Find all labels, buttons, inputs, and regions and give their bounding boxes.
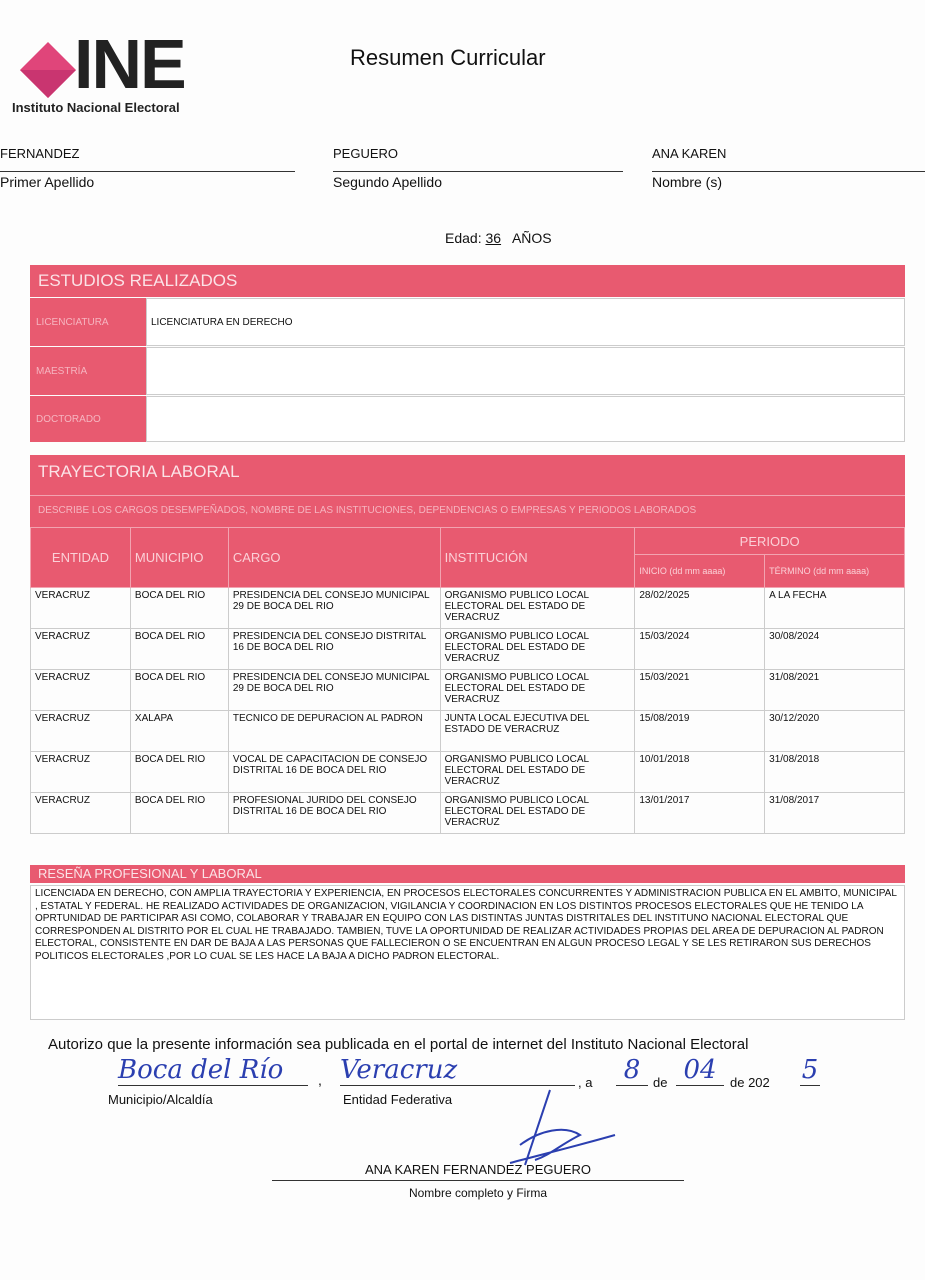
primer-apellido-value: FERNANDEZ <box>0 146 80 161</box>
table-row <box>31 793 905 834</box>
resena-text: LICENCIADA EN DERECHO, CON AMPLIA TRAYECTORIA Y EXPERIENCIA, EN PROCESOS ELECTORALES CONCURRENTES Y ADMINISTRACION PUBLICA EN EL AMBITO, MUNICIPAL , ESTATAL Y FEDERAL. HE REALIZADO ACTIVIDADES DE ORGANIZACION, VIGILANCIA Y COORDINACION EN LOS DISTINTOS PROCESOS ELECTORALES QUE HE TENIDO LA OPRTUNIDAD DE PARTICIPAR ASI COMO, COLABORAR Y TRABAJAR EN EQUIPO CON LAS DISTINTAS JUNTAS DISTRITALES DEL INSTITUNO NACIONAL ELECTORAL QUE CORRESPONDEN AL DISTRITO POR EL CUAL HE TRABAJADO. TAMBIEN, TUVE LA OPORTUNIDAD DE REALIZAR ACTIVIDADES PROPIAS DEL AREA DE DEPURACION AL PADRON ELECTORAL, CONSISTENTE EN DAR DE BAJA A LAS PERSONAS QUE FALLECIERON O SE ENCUENTRAN EN ALGUN PROCESO LEGAL Y SE LES RETIRARON SUS DERECHOS POLITICOS ELECTORALES ,POR LO CUAL SE LES HACE LA BAJA A DICHO PADRON ELECTORAL. <box>30 885 905 1020</box>
cell-municipio: XALAPA <box>130 711 228 752</box>
cell-inicio: 15/08/2019 <box>635 711 765 752</box>
cell-termino: 31/08/2017 <box>765 793 905 834</box>
resena-header: RESEÑA PROFESIONAL Y LABORAL <box>30 865 905 883</box>
cell-inicio: 10/01/2018 <box>635 752 765 793</box>
cell-entidad: VERACRUZ <box>31 670 131 711</box>
autorizo-text: Autorizo que la presente información sea publicada en el portal de internet del Instituto Nacional Electoral <box>48 1036 749 1053</box>
cell-entidad: VERACRUZ <box>31 588 131 629</box>
comma: , <box>318 1072 322 1088</box>
estudios-header: ESTUDIOS REALIZADOS <box>30 265 905 297</box>
col-inicio: INICIO (dd mm aaaa) <box>635 555 765 588</box>
nombre-value: ANA KAREN <box>652 146 727 161</box>
cell-entidad: VERACRUZ <box>31 711 131 752</box>
table-row <box>31 670 905 711</box>
trayectoria-header: TRAYECTORIA LABORAL <box>30 455 905 495</box>
cell-institucion: ORGANISMO PUBLICO LOCAL ELECTORAL DEL ESTADO DE VERACRUZ <box>440 793 635 834</box>
cell-institucion: ORGANISMO PUBLICO LOCAL ELECTORAL DEL ESTADO DE VERACRUZ <box>440 629 635 670</box>
primer-apellido-label: Primer Apellido <box>0 171 295 190</box>
cell-municipio: BOCA DEL RIO <box>130 793 228 834</box>
table-row <box>31 711 905 752</box>
logo-subtitle: Instituto Nacional Electoral <box>12 100 180 115</box>
cell-entidad: VERACRUZ <box>31 752 131 793</box>
cell-inicio: 15/03/2021 <box>635 670 765 711</box>
doctorado-value <box>146 396 905 442</box>
edad-unit: AÑOS <box>511 230 552 246</box>
licenciatura-label: LICENCIATURA <box>30 298 146 346</box>
entidad-handwritten: Veracruz <box>340 1055 575 1086</box>
ine-logo: INE <box>74 25 185 103</box>
cell-entidad: VERACRUZ <box>31 629 131 670</box>
col-periodo: PERIODO <box>635 528 905 555</box>
cell-cargo: PRESIDENCIA DEL CONSEJO MUNICIPAL 29 DE BOCA DEL RIO <box>228 588 440 629</box>
cell-termino: 31/08/2018 <box>765 752 905 793</box>
cell-cargo: VOCAL DE CAPACITACION DE CONSEJO DISTRITAL 16 DE BOCA DEL RIO <box>228 752 440 793</box>
cell-institucion: JUNTA LOCAL EJECUTIVA DEL ESTADO DE VERACRUZ <box>440 711 635 752</box>
de-202-text: de 202 <box>730 1075 770 1090</box>
anio-handwritten: 5 <box>801 1055 819 1085</box>
col-termino: TÉRMINO (dd mm aaaa) <box>765 555 905 588</box>
cell-inicio: 15/03/2024 <box>635 629 765 670</box>
cell-institucion: ORGANISMO PUBLICO LOCAL ELECTORAL DEL ESTADO DE VERACRUZ <box>440 670 635 711</box>
cell-municipio: BOCA DEL RIO <box>130 629 228 670</box>
maestria-label: MAESTRÍA <box>30 347 146 395</box>
table-row <box>31 629 905 670</box>
cell-municipio: BOCA DEL RIO <box>130 588 228 629</box>
doctorado-label: DOCTORADO <box>30 396 146 442</box>
cell-termino: 31/08/2021 <box>765 670 905 711</box>
a-text: , a <box>578 1075 593 1090</box>
trayectoria-table <box>30 527 905 834</box>
col-entidad: ENTIDAD <box>31 528 131 588</box>
edad-value: 36 <box>485 230 502 246</box>
cell-municipio: BOCA DEL RIO <box>130 752 228 793</box>
cell-entidad: VERACRUZ <box>31 793 131 834</box>
col-municipio: MUNICIPIO <box>130 528 228 588</box>
col-cargo: CARGO <box>228 528 440 588</box>
nombre-completo: ANA KAREN FERNANDEZ PEGUERO <box>272 1162 684 1181</box>
cell-termino: 30/12/2020 <box>765 711 905 752</box>
table-row <box>31 588 905 629</box>
nombre-label: Nombre (s) <box>652 171 925 190</box>
municipio-handwritten: Boca del Río <box>118 1055 308 1086</box>
edad <box>445 230 552 246</box>
cell-termino: 30/08/2024 <box>765 629 905 670</box>
segundo-apellido-value: PEGUERO <box>333 146 399 161</box>
edad-label: Edad: <box>445 230 482 246</box>
cell-cargo: PRESIDENCIA DEL CONSEJO MUNICIPAL 29 DE BOCA DEL RIO <box>228 670 440 711</box>
col-institucion: INSTITUCIÓN <box>440 528 635 588</box>
cell-cargo: PRESIDENCIA DEL CONSEJO DISTRITAL 16 DE BOCA DEL RIO <box>228 629 440 670</box>
trayectoria-subtitle: DESCRIBE LOS CARGOS DESEMPEÑADOS, NOMBRE DE LAS INSTITUCIONES, DEPENDENCIAS O EMPRESAS Y PERIODOS LABORADOS <box>30 495 905 527</box>
cell-termino: A LA FECHA <box>765 588 905 629</box>
table-row <box>31 752 905 793</box>
cell-institucion: ORGANISMO PUBLICO LOCAL ELECTORAL DEL ESTADO DE VERACRUZ <box>440 752 635 793</box>
de-text: de <box>653 1075 668 1090</box>
cell-inicio: 13/01/2017 <box>635 793 765 834</box>
cell-cargo: TECNICO DE DEPURACION AL PADRON <box>228 711 440 752</box>
cell-cargo: PROFESIONAL JURIDO DEL CONSEJO DISTRITAL 16 DE BOCA DEL RIO <box>228 793 440 834</box>
nombre-firma-label: Nombre completo y Firma <box>408 1186 548 1200</box>
cell-municipio: BOCA DEL RIO <box>130 670 228 711</box>
cell-inicio: 28/02/2025 <box>635 588 765 629</box>
cell-institucion: ORGANISMO PUBLICO LOCAL ELECTORAL DEL ESTADO DE VERACRUZ <box>440 588 635 629</box>
licenciatura-value: LICENCIATURA EN DERECHO <box>146 298 905 346</box>
entidad-label: Entidad Federativa <box>343 1092 453 1107</box>
municipio-label: Municipio/Alcaldía <box>108 1092 213 1107</box>
maestria-value <box>146 347 905 395</box>
mes-handwritten: 04 <box>676 1055 724 1086</box>
page-title: Resumen Curricular <box>350 45 546 70</box>
ine-logo-diamond-icon <box>20 42 76 98</box>
segundo-apellido-label: Segundo Apellido <box>333 171 623 190</box>
dia-handwritten: 8 <box>616 1055 648 1086</box>
